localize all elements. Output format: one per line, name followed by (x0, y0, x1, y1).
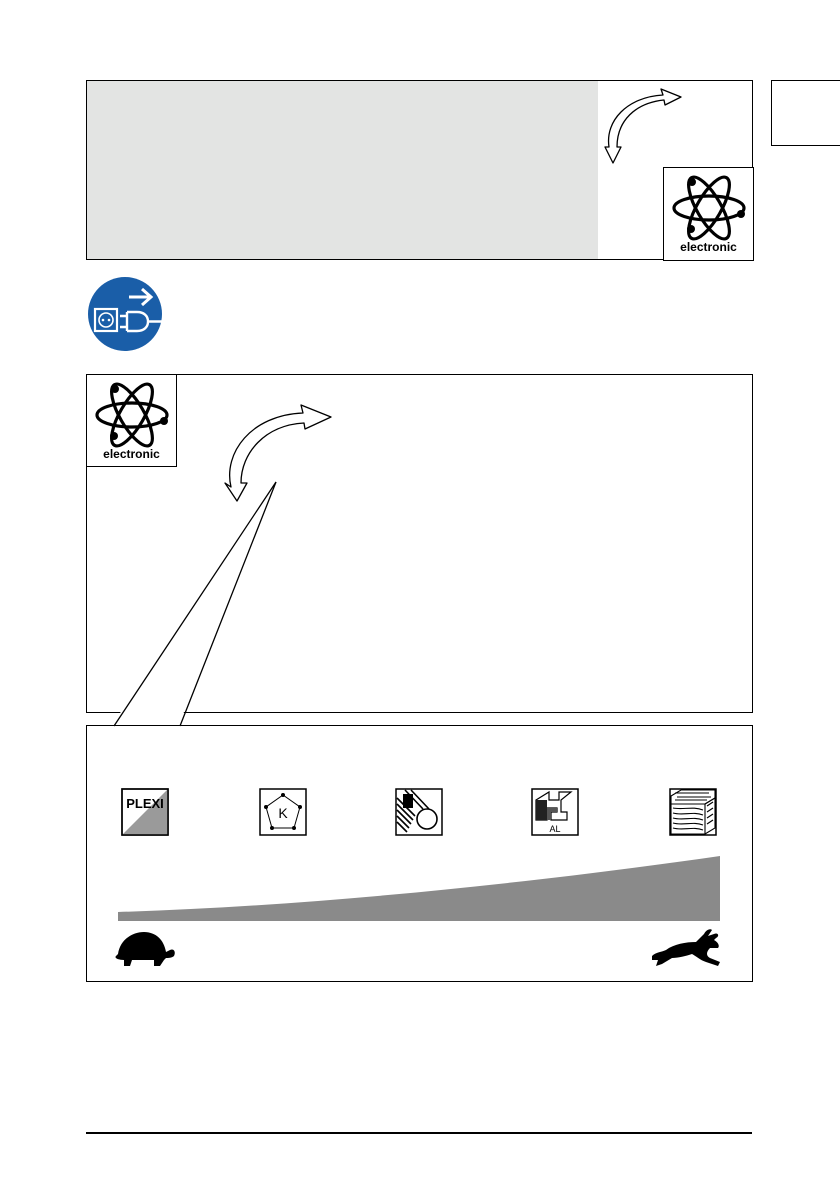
section-tab-marker (771, 80, 840, 146)
top-panel (86, 80, 753, 260)
electronic-badge (663, 167, 754, 261)
rotate-arrow-icon (597, 85, 697, 165)
wood-icon (669, 788, 717, 836)
atom-icon (93, 378, 171, 448)
atom-icon (670, 171, 748, 241)
electronic-badge (86, 374, 177, 467)
speed-scale-bar (118, 854, 722, 922)
unplug-mains-icon (82, 276, 168, 352)
footer-rule (86, 1132, 752, 1134)
electronic-label: electronic (103, 447, 160, 461)
electronic-label: electronic (680, 240, 737, 254)
hare-icon (648, 926, 722, 968)
plexi-icon (121, 788, 169, 836)
callout-wedge (100, 470, 290, 732)
plexi-label: PLEXI (126, 796, 164, 811)
tortoise-icon (112, 928, 176, 968)
metal-pipe-icon (395, 788, 443, 836)
aluminium-profile-icon (531, 788, 579, 836)
grey-text-area (87, 81, 598, 259)
plastic-label: K (278, 805, 288, 821)
aluminium-label: AL (549, 824, 561, 834)
plastic-k-icon (259, 788, 307, 836)
